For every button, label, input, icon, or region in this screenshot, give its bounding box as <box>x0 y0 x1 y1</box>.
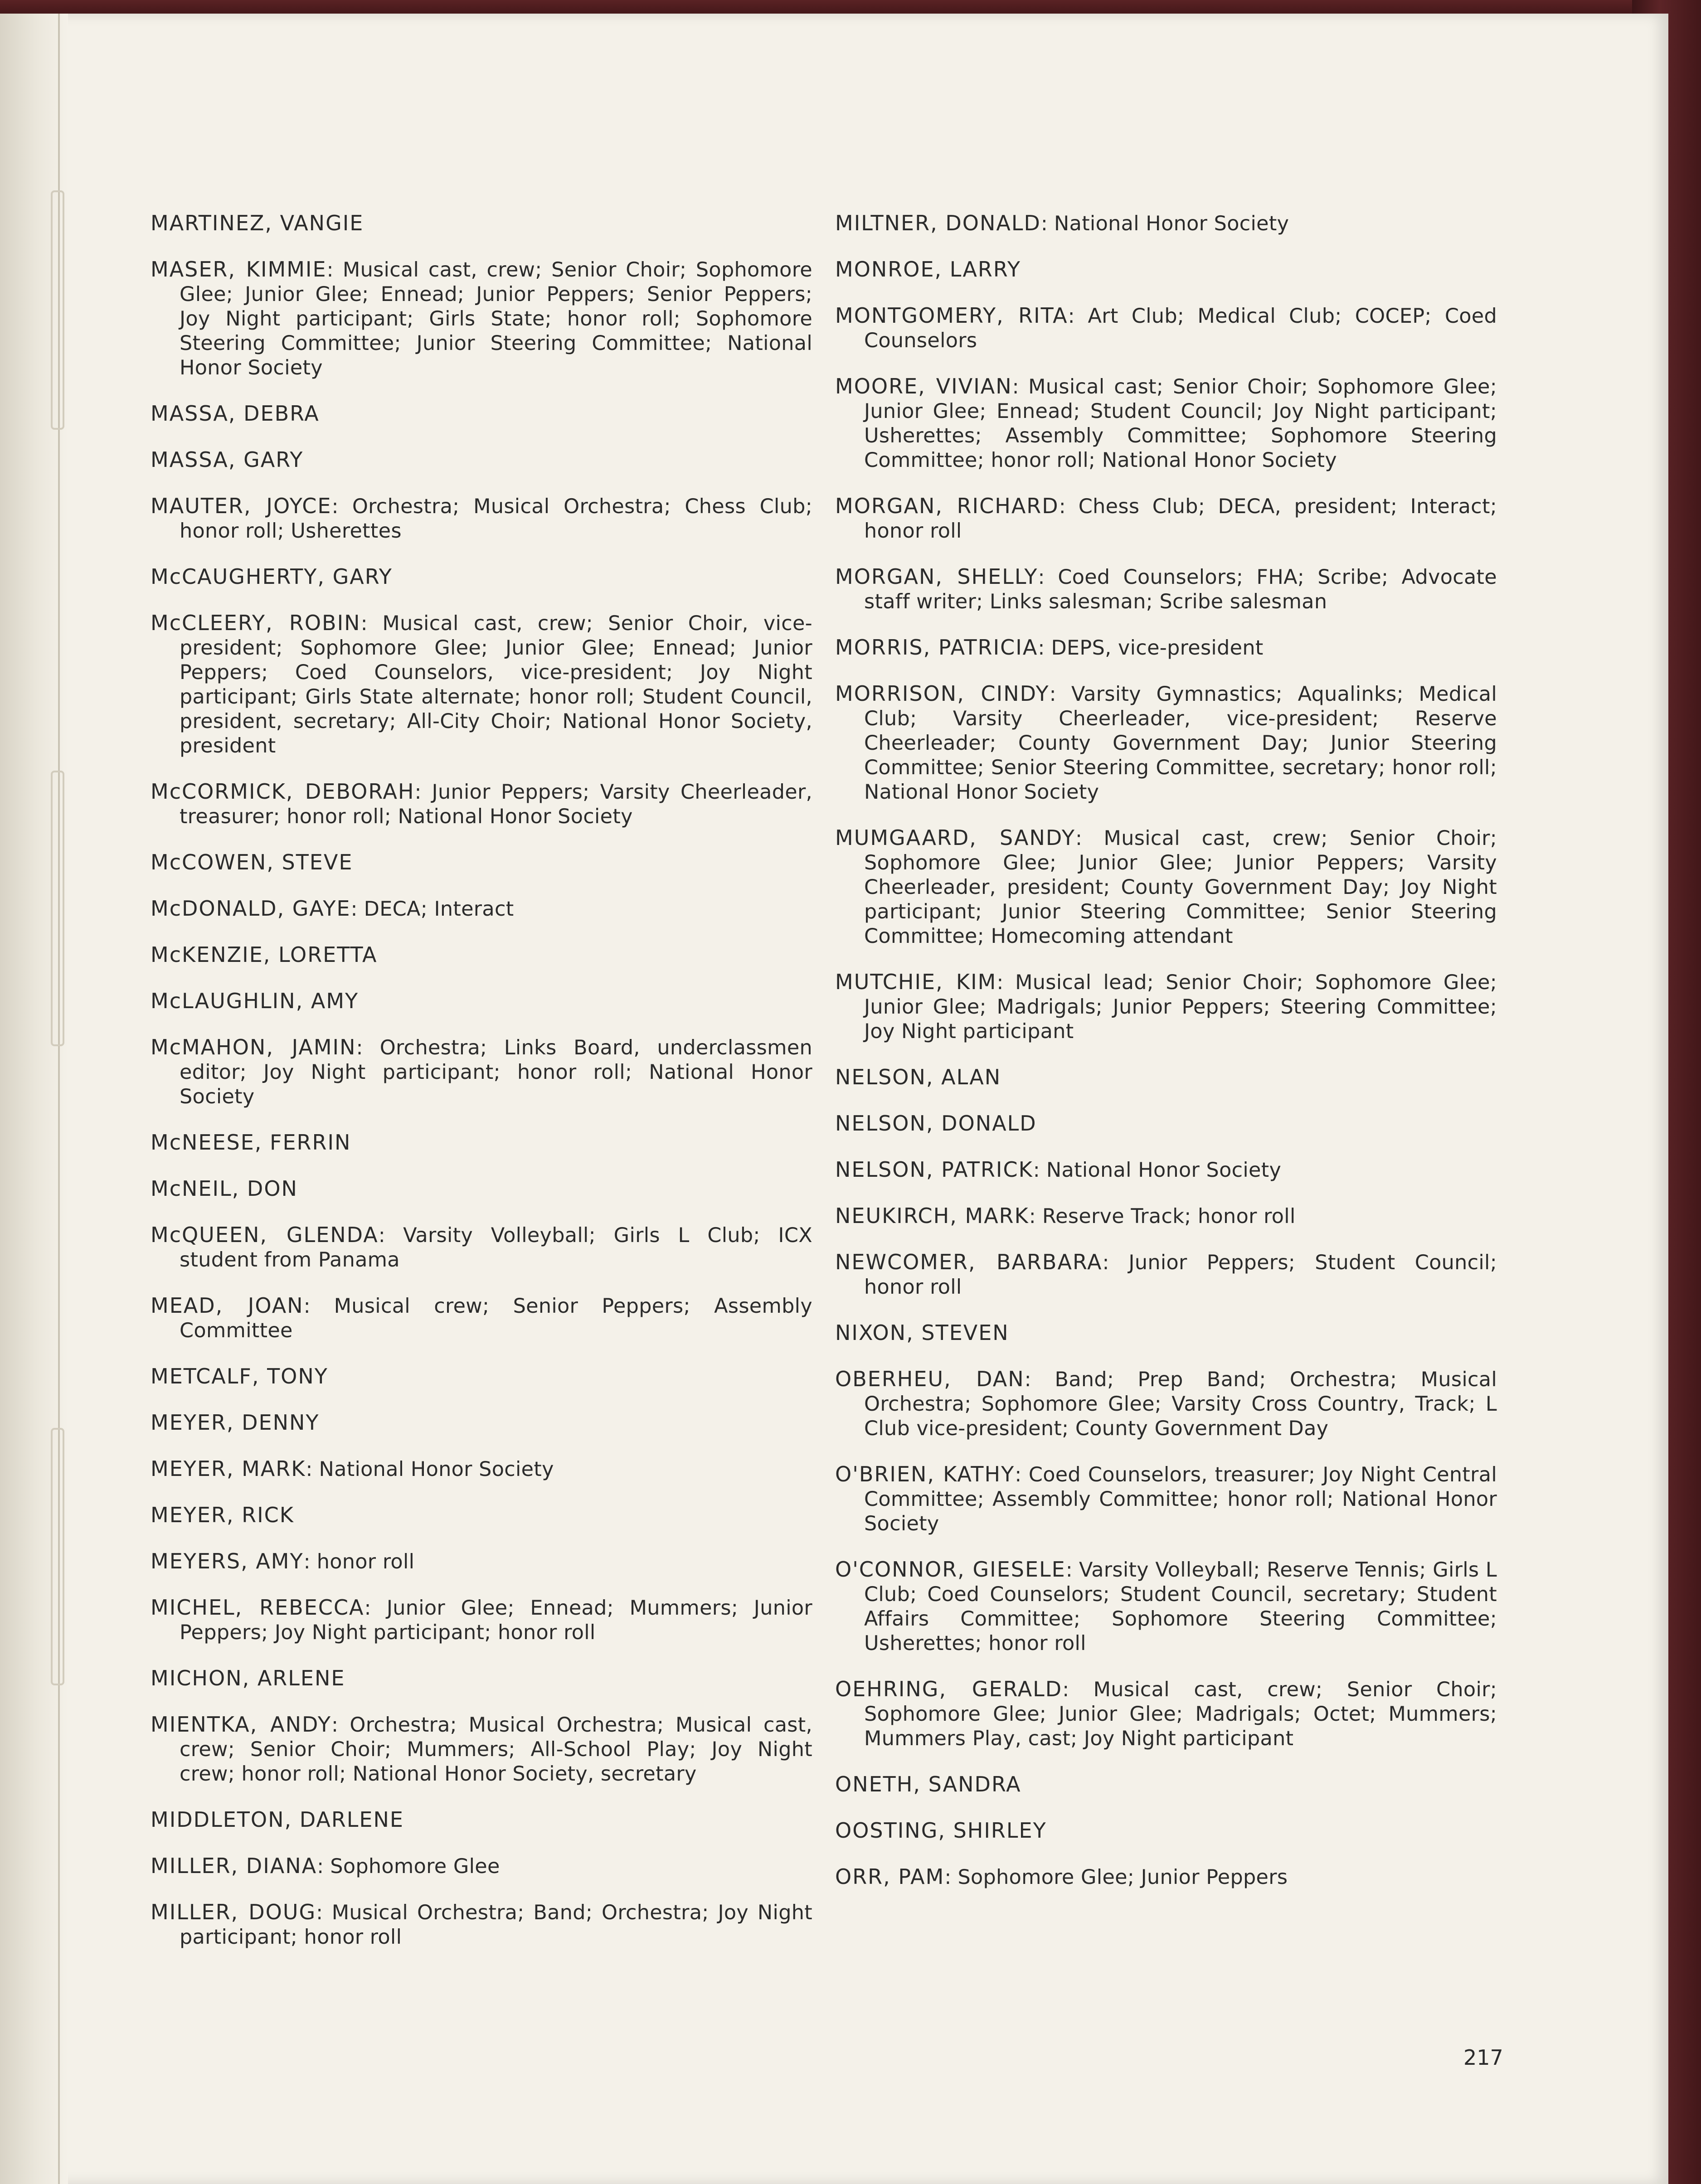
student-entry <box>835 970 1497 1044</box>
student-activities: Reserve Track; honor roll <box>1042 1204 1296 1228</box>
student-entry <box>835 257 1497 282</box>
student-activities: National Honor Society <box>1046 1158 1282 1182</box>
name-separator: : <box>1075 826 1104 850</box>
name-separator: : <box>1029 1204 1042 1228</box>
student-name: OBERHEU, DAN <box>835 1366 1025 1391</box>
student-activities: Art Club; Medical Club; COCEP; Coed Counselors <box>864 304 1497 352</box>
student-entry <box>151 779 812 829</box>
student-entry <box>835 374 1497 473</box>
page-number: 217 <box>1463 2045 1503 2070</box>
name-separator: : <box>331 495 352 518</box>
student-activities: Orchestra; Musical Orchestra; Chess Club; honor roll; Usherettes <box>180 495 813 543</box>
student-entry <box>835 494 1497 544</box>
student-name: MEYERS, AMY <box>151 1548 304 1573</box>
student-entry <box>151 257 812 380</box>
student-activities: Musical cast, crew; Senior Choir; Sophomore Glee; Junior Glee; Ennead; Junior Peppers; Senior Peppers; Joy Night participant; Girls State; honor roll; Sophomore Steering Committee; Junior Steering Committee; National Honor Society <box>180 258 812 379</box>
student-entry <box>151 1854 812 1879</box>
student-name: NELSON, ALAN <box>835 1064 1001 1089</box>
student-name: METCALF, TONY <box>151 1364 328 1388</box>
student-name: MILTNER, DONALD <box>835 210 1041 235</box>
student-entry <box>151 1712 812 1786</box>
student-name: McCORMICK, DEBORAH <box>151 779 415 804</box>
student-activities: Musical cast, crew; Senior Choir; Sophomore Glee; Junior Glee; Junior Peppers; Varsity Cheerleader, president; County Government Day; Joy Night participant; Junior Steering Committee; Senior Steering Committee; Homecoming attendant <box>864 826 1497 948</box>
student-activities: Musical cast, crew; Senior Choir; Sophomore Glee; Junior Glee; Madrigals; Octet; Mummers; Mummers Play, cast; Joy Night participant <box>864 1678 1497 1750</box>
student-name: MIENTKA, ANDY <box>151 1712 332 1737</box>
student-name: MARTINEZ, VANGIE <box>151 210 364 235</box>
student-entry <box>835 1864 1497 1890</box>
student-entry <box>151 494 812 544</box>
student-entry <box>151 850 812 875</box>
student-name: McNEIL, DON <box>151 1176 298 1201</box>
student-name: O'CONNOR, GIESELE <box>835 1557 1066 1582</box>
student-name: ORR, PAM <box>835 1864 945 1889</box>
student-name: MILLER, DIANA <box>151 1853 317 1878</box>
student-activities: Musical crew; Senior Peppers; Assembly Committee <box>180 1294 812 1342</box>
name-separator: : <box>306 1457 319 1481</box>
student-entry <box>835 1204 1497 1229</box>
name-separator: : <box>1040 212 1055 235</box>
name-separator: : <box>350 897 364 921</box>
student-entry <box>151 1176 812 1202</box>
student-activities: DECA; Interact <box>364 897 514 921</box>
student-entry <box>151 447 812 473</box>
name-separator: : <box>1102 1251 1129 1274</box>
name-separator: : <box>378 1223 403 1247</box>
student-name: MEYER, RICK <box>151 1502 294 1527</box>
student-name: ONETH, SANDRA <box>835 1771 1021 1796</box>
student-entry <box>835 1557 1497 1656</box>
right-column <box>835 190 1497 1911</box>
name-separator: : <box>364 1596 387 1620</box>
student-name: OEHRING, GERALD <box>835 1676 1063 1701</box>
student-entry <box>835 1065 1497 1090</box>
student-name: MEYER, MARK <box>151 1456 306 1481</box>
student-activities: Chess Club; DECA, president; Interact; honor roll <box>864 495 1497 543</box>
student-entry <box>151 1293 812 1343</box>
student-name: NEWCOMER, BARBARA <box>835 1249 1103 1274</box>
student-activities: Varsity Volleyball; Reserve Tennis; Girls L Club; Coed Counselors; Student Council, secretary; Student Affairs Committee; Sophomore Steering Committee; Usherettes; honor roll <box>864 1558 1497 1655</box>
student-activities: Musical lead; Senior Choir; Sophomore Glee; Junior Glee; Madrigals; Junior Peppers; Steering Committee; Joy Night participant <box>864 971 1497 1043</box>
name-separator: : <box>1049 682 1071 706</box>
student-name: OOSTING, SHIRLEY <box>835 1818 1047 1843</box>
student-name: MAUTER, JOYCE <box>151 493 332 518</box>
name-separator: : <box>303 1550 317 1573</box>
student-name: NEUKIRCH, MARK <box>835 1203 1029 1228</box>
student-name: MASSA, DEBRA <box>151 401 320 426</box>
student-entry <box>835 825 1497 949</box>
student-name: McKENZIE, LORETTA <box>151 942 378 967</box>
student-name: MASSA, GARY <box>151 447 304 472</box>
student-name: MASER, KIMMIE <box>151 257 327 281</box>
student-entry <box>151 1549 812 1574</box>
student-name: MORRIS, PATRICIA <box>835 635 1038 660</box>
student-name: MORGAN, RICHARD <box>835 493 1059 518</box>
student-entry <box>835 635 1497 660</box>
binding-stitch <box>51 1428 64 1685</box>
student-entry <box>835 681 1497 805</box>
student-name: MOORE, VIVIAN <box>835 374 1012 398</box>
student-entry <box>835 1320 1497 1346</box>
student-entry <box>151 611 812 758</box>
student-name: MEYER, DENNY <box>151 1410 320 1435</box>
student-activities: Junior Peppers; Varsity Cheerleader, treasurer; honor roll; National Honor Society <box>180 780 812 828</box>
student-activities: Sophomore Glee <box>330 1854 500 1878</box>
name-separator: : <box>317 1854 330 1878</box>
student-name: NELSON, DONALD <box>835 1111 1037 1136</box>
student-entry <box>151 1364 812 1389</box>
student-name: MICHON, ARLENE <box>151 1665 345 1690</box>
student-name: O'BRIEN, KATHY <box>835 1461 1015 1486</box>
student-activities: Musical cast, crew; Senior Choir, vice-president; Sophomore Glee; Junior Glee; Ennead; Junior Peppers; Coed Counselors, vice-president; Joy Night participant; Girls State alternate; honor roll; Student Council, president, secretary; All-City Choir; National Honor Society, president <box>180 612 812 757</box>
name-separator: : <box>1033 1158 1046 1182</box>
student-name: McDONALD, GAYE <box>151 896 351 921</box>
student-entry <box>151 1410 812 1436</box>
student-entry <box>151 1223 812 1272</box>
name-separator: : <box>1038 565 1058 589</box>
student-entry <box>151 1503 812 1528</box>
student-activities: Junior Glee; Ennead; Mummers; Junior Peppers; Joy Night participant; honor roll <box>180 1596 812 1644</box>
student-entry <box>151 1456 812 1482</box>
student-name: MONROE, LARRY <box>835 257 1021 281</box>
student-entry <box>151 942 812 968</box>
student-activities: Coed Counselors, treasurer; Joy Night Central Committee; Assembly Committee; honor roll; National Honor Society <box>864 1463 1497 1535</box>
student-name: McNEESE, FERRIN <box>151 1130 351 1155</box>
student-name: MUTCHIE, KIM <box>835 969 997 994</box>
student-name: MICHEL, REBECCA <box>151 1595 364 1620</box>
name-separator: : <box>1062 1678 1094 1701</box>
name-separator: : <box>1059 495 1079 518</box>
student-name: MONTGOMERY, RITA <box>835 303 1068 328</box>
student-name: McCLEERY, ROBIN <box>151 610 361 635</box>
student-name: NELSON, PATRICK <box>835 1157 1033 1182</box>
student-name: McMAHON, JAMIN <box>151 1034 356 1059</box>
student-entry <box>151 896 812 922</box>
student-entry <box>835 564 1497 614</box>
student-name: McQUEEN, GLENDA <box>151 1222 379 1247</box>
student-name: NIXON, STEVEN <box>835 1320 1009 1345</box>
student-entry <box>835 303 1497 353</box>
student-name: MORGAN, SHELLY <box>835 564 1038 589</box>
student-activities: National Honor Society <box>319 1457 554 1481</box>
student-activities: National Honor Society <box>1054 212 1289 235</box>
name-separator: : <box>944 1865 958 1889</box>
student-activities: Junior Peppers; Student Council; honor roll <box>864 1251 1497 1299</box>
student-activities: Varsity Gymnastics; Aqualinks; Medical Club; Varsity Cheerleader, vice-president; Reserve Cheerleader; County Government Day; Junior Steering Committee; Senior Steering Committee, secretary; honor roll; National Honor Society <box>864 682 1497 804</box>
student-activities: Band; Prep Band; Orchestra; Musical Orchestra; Sophomore Glee; Varsity Cross Country, Track; L Club vice-president; County Government Day <box>864 1368 1497 1440</box>
student-entry <box>835 1157 1497 1183</box>
student-name: MILLER, DOUG <box>151 1899 316 1924</box>
student-name: McCAUGHERTY, GARY <box>151 564 393 589</box>
binding-stitch <box>51 190 64 430</box>
student-activities: DEPS, vice-president <box>1051 636 1264 660</box>
student-entry <box>151 1130 812 1155</box>
student-entry <box>151 1807 812 1833</box>
name-separator: : <box>360 612 383 635</box>
student-entry <box>835 211 1497 236</box>
student-name: MUMGAARD, SANDY <box>835 825 1075 850</box>
student-entry <box>151 564 812 590</box>
student-entry <box>835 1111 1497 1136</box>
student-entry <box>835 1367 1497 1441</box>
student-activities: honor roll <box>316 1550 415 1573</box>
student-entry <box>835 1677 1497 1751</box>
name-separator: : <box>1038 636 1051 660</box>
student-name: MEAD, JOAN <box>151 1293 304 1318</box>
student-activities: Coed Counselors; FHA; Scribe; Advocate staff writer; Links salesman; Scribe salesman <box>864 565 1497 613</box>
name-separator: : <box>1015 1463 1029 1486</box>
name-separator: : <box>996 971 1016 994</box>
student-name: MORRISON, CINDY <box>835 681 1050 706</box>
student-entry <box>151 989 812 1014</box>
left-column <box>151 190 812 1970</box>
name-separator: : <box>356 1036 380 1059</box>
student-activities: Sophomore Glee; Junior Peppers <box>957 1865 1288 1889</box>
student-entry <box>151 1035 812 1109</box>
student-entry <box>151 401 812 427</box>
name-separator: : <box>316 1901 332 1924</box>
student-entry <box>151 1666 812 1691</box>
name-separator: : <box>414 780 432 804</box>
name-separator: : <box>1065 1558 1079 1582</box>
student-entry <box>151 1900 812 1950</box>
student-activities: Orchestra; Links Board, underclassmen editor; Joy Night participant; honor roll; National Honor Society <box>180 1036 813 1108</box>
name-separator: : <box>326 258 343 281</box>
student-entry <box>835 1818 1497 1844</box>
student-entry <box>835 1462 1497 1536</box>
student-activities: Varsity Volleyball; Girls L Club; ICX student from Panama <box>180 1223 812 1272</box>
student-activities: Orchestra; Musical Orchestra; Musical cast, crew; Senior Choir; Mummers; All-School Play; Joy Night crew; honor roll; National Honor Society, secretary <box>180 1713 812 1786</box>
name-separator: : <box>1068 304 1088 328</box>
name-separator: : <box>303 1294 334 1318</box>
name-separator: : <box>331 1713 350 1737</box>
name-separator: : <box>1012 375 1029 398</box>
student-name: McLAUGHLIN, AMY <box>151 988 359 1013</box>
student-activities: Musical cast; Senior Choir; Sophomore Glee; Junior Glee; Ennead; Student Council; Joy Night participant; Usherettes; Assembly Committee; Sophomore Steering Committee; honor roll; National Honor Society <box>864 375 1497 472</box>
student-entry <box>835 1250 1497 1300</box>
student-entry <box>151 211 812 236</box>
student-entry <box>835 1772 1497 1797</box>
student-name: MIDDLETON, DARLENE <box>151 1807 404 1832</box>
student-entry <box>151 1595 812 1645</box>
student-activities: Musical Orchestra; Band; Orchestra; Joy Night participant; honor roll <box>180 1901 812 1949</box>
student-name: McCOWEN, STEVE <box>151 849 353 874</box>
binding-stitch <box>51 771 64 1046</box>
name-separator: : <box>1024 1368 1055 1391</box>
